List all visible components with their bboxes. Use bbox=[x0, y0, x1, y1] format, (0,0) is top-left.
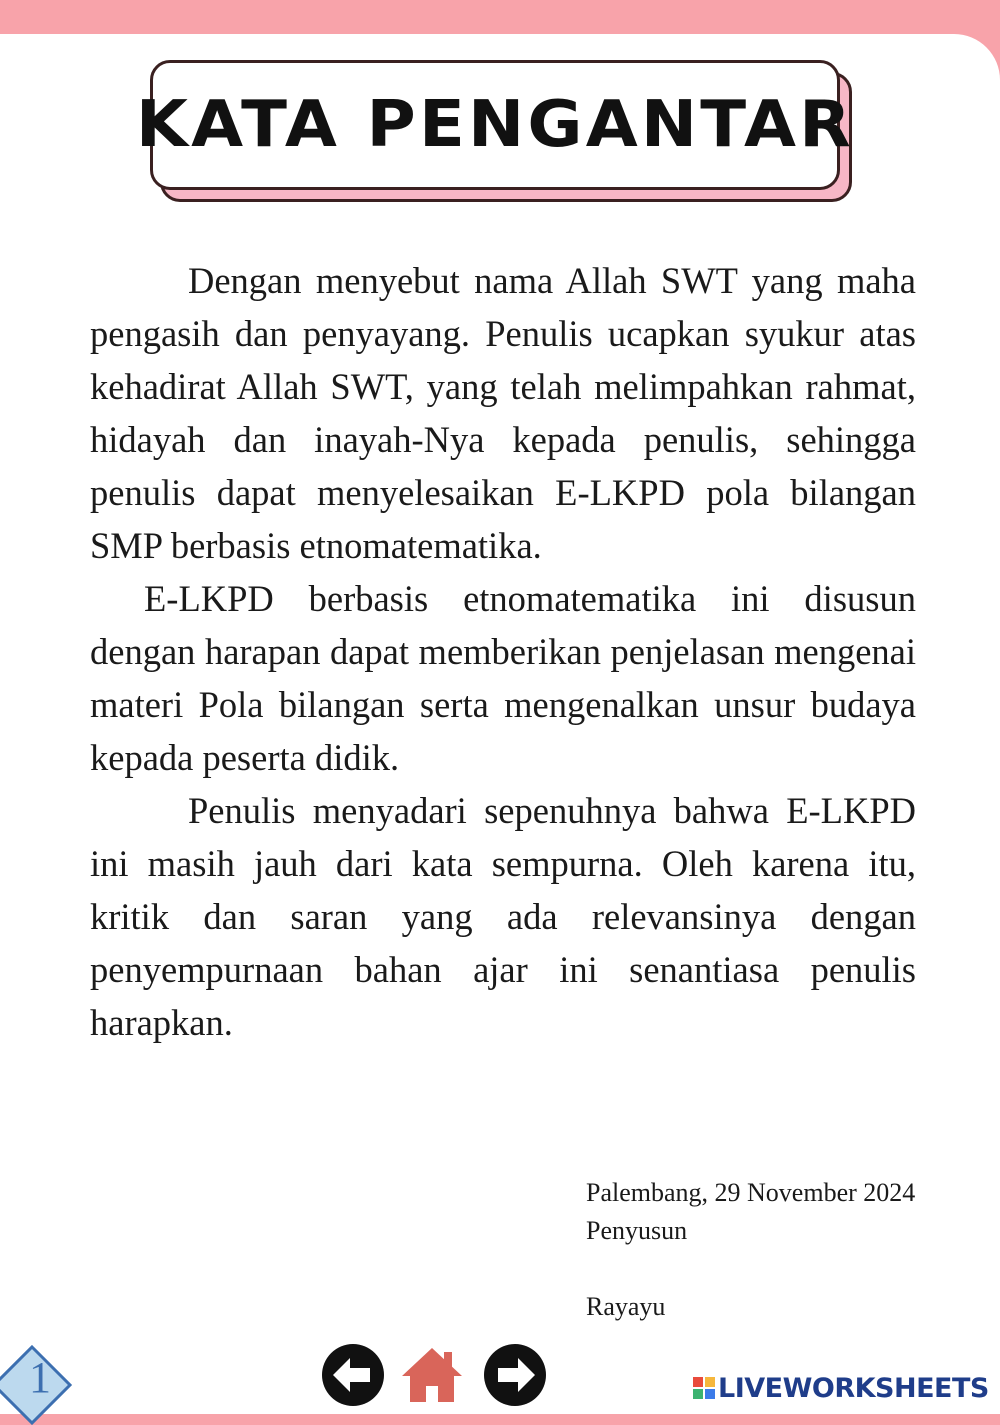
title-box bbox=[135, 60, 855, 190]
liveworksheets-logo-icon bbox=[692, 1376, 716, 1400]
page-number: 1 bbox=[29, 1353, 51, 1402]
paragraph-1: Dengan menyebut nama Allah SWT yang maha pengasih dan penyayang. Penulis ucapkan syukur atas kehadirat Allah SWT, yang telah melimpahkan rahmat, hidayah dan inayah-Nya kepada penulis, sehingga penulis dapat menyelesaikan E-LKPD pola bilangan SMP berbasis etnomatematika. bbox=[90, 260, 916, 566]
arrow-left-icon[interactable] bbox=[320, 1342, 386, 1408]
body-text bbox=[90, 254, 916, 1049]
page-title: KATA PENGANTAR bbox=[135, 88, 855, 162]
arrow-right-icon[interactable] bbox=[482, 1342, 548, 1408]
signature-place-date: Palembang, 29 November 2024 bbox=[586, 1178, 916, 1207]
signature-name: Rayayu bbox=[586, 1292, 666, 1321]
brand-name: LIVEWORKSHEETS bbox=[718, 1372, 989, 1404]
signature-role: Penyusun bbox=[586, 1216, 688, 1245]
home-icon[interactable] bbox=[400, 1342, 464, 1408]
signature-block bbox=[586, 1174, 915, 1326]
liveworksheets-brand[interactable] bbox=[692, 1370, 989, 1406]
paragraph-3: Penulis menyadari sepenuhnya bahwa E-LKPD ini masih jauh dari kata sempurna. Oleh karena itu, kritik dan saran yang ada relevansinya dengan penyempurnaan bahan ajar ini senantiasa penulis harapkan. bbox=[90, 790, 916, 1043]
paragraph-2: E-LKPD berbasis etnomatematika ini disusun dengan harapan dapat memberikan penjelasan mengenai materi Pola bilangan serta mengenalkan unsur budaya kepada peserta didik. bbox=[90, 578, 916, 778]
signature-gap bbox=[586, 1250, 915, 1288]
